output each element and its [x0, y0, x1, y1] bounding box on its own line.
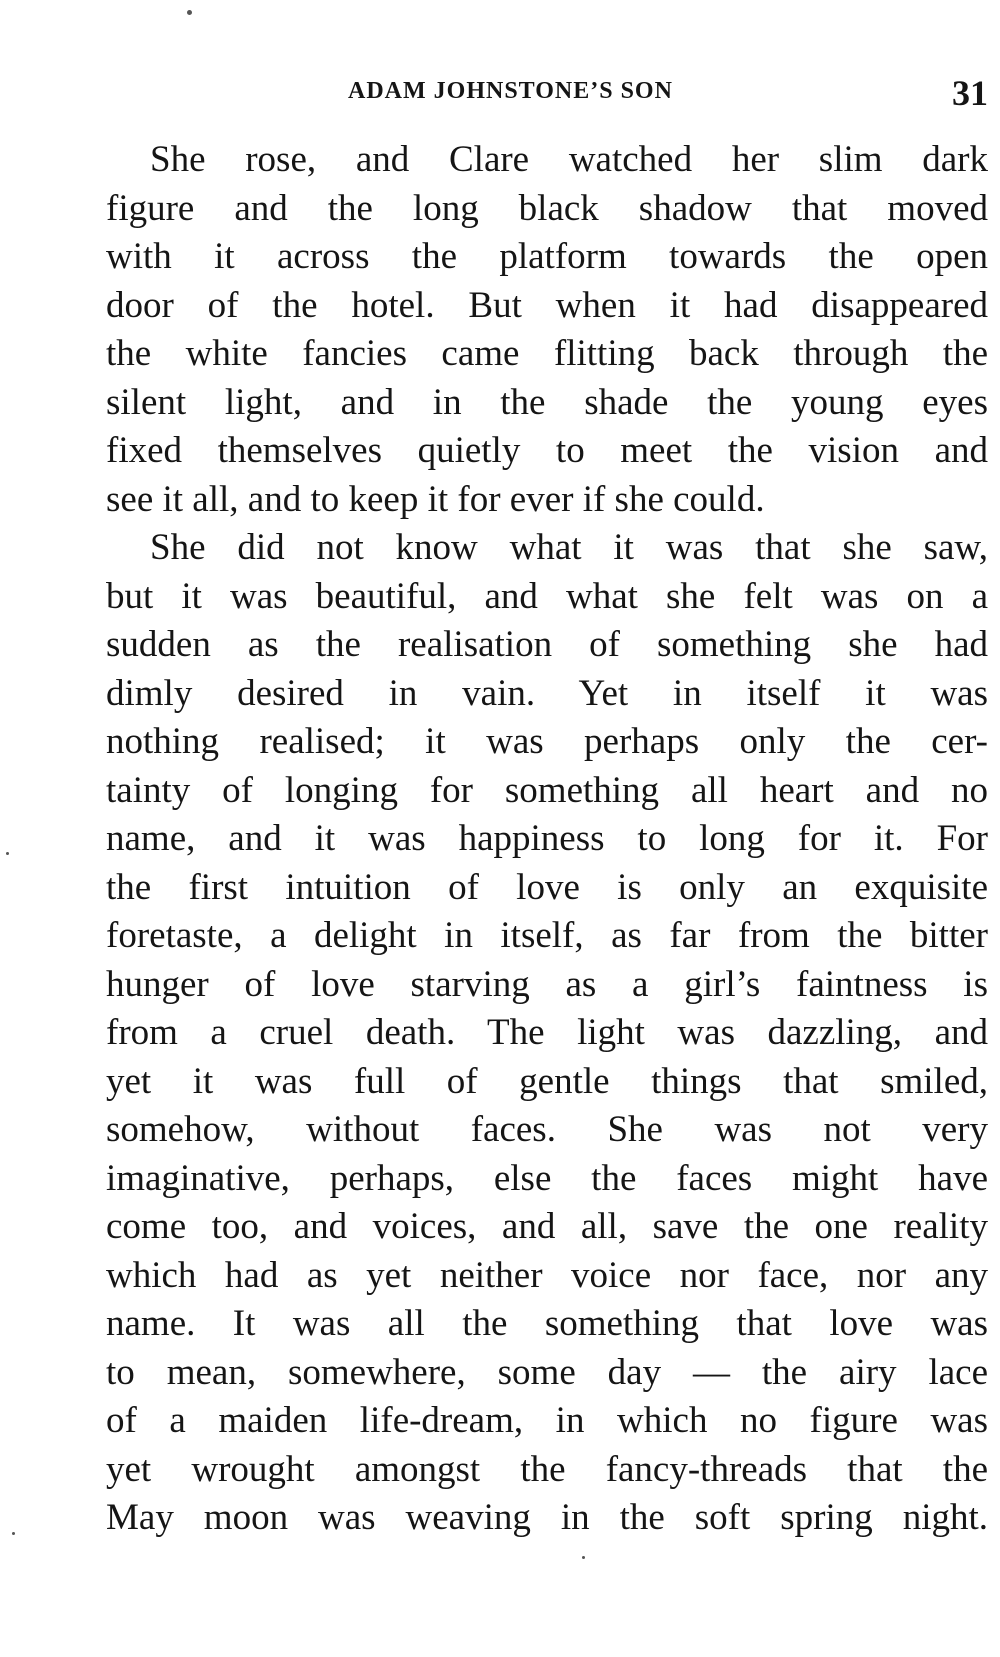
body-text: [106, 136, 988, 1543]
text-line: She rose, and Clare watched her slim dark: [150, 139, 988, 180]
text-line: nothing realised; it was perhaps only the cer-: [106, 721, 988, 762]
text-line: the first intuition of love is only an exquisite: [106, 866, 988, 908]
text-line: fixed themselves quietly to meet the vision and: [106, 430, 988, 471]
print-speck: [187, 10, 192, 15]
text-line: yet wrought amongst the fancy-threads that the: [106, 1448, 988, 1490]
paragraph: [106, 524, 988, 1543]
text-line: from a cruel death. The light was dazzling, and: [106, 1012, 988, 1053]
text-line: figure and the long black shadow that moved: [106, 187, 988, 229]
print-speck: [582, 1556, 585, 1559]
text-line: of a maiden life-dream, in which no figure was: [106, 1400, 988, 1441]
text-line: the white fancies came flitting back through the: [106, 333, 988, 374]
text-line: imaginative, perhaps, else the faces might have: [106, 1157, 988, 1199]
text-line: with it across the platform towards the open: [106, 236, 988, 277]
paragraph: [106, 136, 988, 524]
text-line: name. It was all the something that love was: [106, 1303, 988, 1344]
text-line: She did not know what it was that she saw,: [150, 527, 988, 568]
text-line: tainty of longing for something all heart and no: [106, 769, 988, 811]
text-line: silent light, and in the shade the young eyes: [106, 381, 988, 423]
text-line: dimly desired in vain. Yet in itself it was: [106, 672, 988, 714]
text-line: yet it was full of gentle things that smiled,: [106, 1060, 988, 1102]
page-header: [108, 72, 988, 122]
print-speck: [6, 852, 9, 855]
print-speck: [12, 1532, 15, 1535]
text-line: see it all, and to keep it for ever if she could.: [106, 478, 765, 520]
text-line: come too, and voices, and all, save the one reality: [106, 1206, 988, 1247]
text-line: but it was beautiful, and what she felt was on a: [106, 575, 988, 617]
text-line: which had as yet neither voice nor face, nor any: [106, 1254, 988, 1296]
text-line: somehow, without faces. She was not very: [106, 1109, 988, 1150]
text-line: name, and it was happiness to long for it. For: [106, 818, 988, 859]
running-title: ADAM JOHNSTONE’S SON: [348, 78, 673, 104]
page-number: 31: [952, 73, 988, 113]
text-line: foretaste, a delight in itself, as far from the bitter: [106, 915, 988, 956]
text-line: May moon was weaving in the soft spring night.: [106, 1497, 988, 1538]
text-line: door of the hotel. But when it had disappeared: [106, 284, 988, 326]
text-line: to mean, somewhere, some day — the airy lace: [106, 1351, 988, 1393]
text-line: hunger of love starving as a girl’s faintness is: [106, 963, 988, 1005]
text-line: sudden as the realisation of something she had: [106, 624, 988, 665]
